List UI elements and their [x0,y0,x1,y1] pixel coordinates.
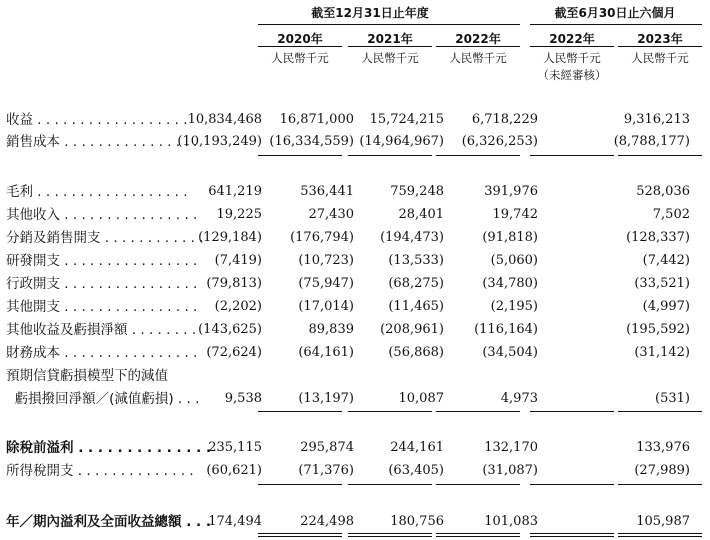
row-other-gains-losses [0,320,710,342]
row-value: 528,036 [636,184,690,199]
subtotal-rule-2 [348,155,432,156]
row-value: (116,164) [474,322,538,337]
header-rule-top-left [258,24,520,25]
row-value: 89,839 [308,322,354,337]
col-note-4: （未經審核） [537,68,607,82]
row-gross-profit [0,182,710,204]
total-double-rule-5 [618,533,702,537]
total-double-rule-4 [530,533,614,537]
row-value: (5,060) [490,253,538,268]
row-value: (2,202) [214,299,262,314]
row-value: 7,502 [652,207,690,222]
row-value: (6,326,253) [461,134,538,149]
row-value: 180,756 [390,514,444,529]
row-value: 10,834,468 [187,112,262,127]
total-double-rule-1 [258,533,342,537]
row-value: (2,195) [490,299,538,314]
col-year-1: 2020年 [277,32,323,46]
subtotal-rule-3 [436,484,520,485]
row-value: 9,316,213 [623,112,690,127]
col-year-5: 2023年 [637,32,683,46]
row-value: (63,405) [388,463,444,478]
row-value: (14,964,967) [359,134,444,149]
row-value: (7,419) [214,253,262,268]
row-value: 536,441 [300,184,354,199]
row-value: 235,115 [208,440,262,455]
subtotal-rule-5 [618,484,702,485]
row-value: (208,961) [380,322,444,337]
col-year-4: 2022年 [549,32,595,46]
row-value: 174,494 [208,514,262,529]
col-unit-2: 人民幣千元 [361,51,419,65]
subtotal-rule-5 [618,155,702,156]
row-label: 所得稅開支 . . . . . . . . . . . . . . [6,463,194,479]
row-value: (31,087) [482,463,538,478]
total-double-rule-3 [436,533,520,537]
row-value: (128,337) [626,230,690,245]
subtotal-rule-4 [530,155,614,156]
header-rule-top-right [530,24,702,25]
row-value: 132,170 [484,440,538,455]
row-value: (17,014) [298,299,354,314]
row-value: 4,973 [500,391,538,406]
row-label: 財務成本 . . . . . . . . . . . . . . . . [6,345,198,361]
col-rule-2 [348,46,432,47]
col-rule-5 [618,46,702,47]
row-label: 研發開支 . . . . . . . . . . . . . . . . [6,253,198,269]
row-profit-before-tax [0,438,710,460]
row-ecl-net [0,389,710,411]
row-value: (10,193,249) [177,134,262,149]
row-value: (34,780) [482,276,538,291]
row-label: 其他收入 . . . . . . . . . . . . . . . . [6,207,198,223]
row-value: 101,083 [484,514,538,529]
row-value: (7,442) [642,253,690,268]
row-value: (91,818) [482,230,538,245]
row-value: 28,401 [398,207,444,222]
row-value: (31,142) [634,345,690,360]
col-rule-1 [258,46,342,47]
row-label: 毛利 . . . . . . . . . . . . . . . . . . [6,184,188,200]
col-year-3: 2022年 [455,32,501,46]
row-value: (33,521) [634,276,690,291]
row-finance-costs [0,343,710,365]
row-revenue [0,110,710,132]
subtotal-rule-5 [618,411,702,412]
row-value: (531) [655,391,690,406]
row-value: 9,538 [224,391,262,406]
row-value: (68,275) [388,276,444,291]
col-unit-4: 人民幣千元 [543,51,601,65]
row-value: (13,533) [388,253,444,268]
row-value: 295,874 [300,440,354,455]
col-year-2: 2021年 [367,32,413,46]
subtotal-rule-2 [348,411,432,412]
col-unit-1: 人民幣千元 [271,51,329,65]
subtotal-rule-1 [258,484,342,485]
row-label: 收益 . . . . . . . . . . . . . . . . . . [6,112,188,128]
row-other-income [0,205,710,227]
row-label: 其他開支 . . . . . . . . . . . . . . . . [6,299,198,315]
row-value: (8,788,177) [613,134,690,149]
row-value: 27,430 [308,207,354,222]
row-value: 6,718,229 [471,112,538,127]
col-rule-3 [436,46,520,47]
col-rule-4 [530,46,614,47]
subtotal-rule-3 [436,411,520,412]
row-label: 年／期內溢利及全面收益總額 . . . [6,514,211,530]
row-value: 15,724,215 [369,112,444,127]
row-label: 預期信貸虧損模型下的減值 [6,368,168,384]
row-other-expenses [0,297,710,319]
header-year-group: 截至12月31日止年度 [311,6,429,20]
row-value: 391,976 [484,184,538,199]
row-label: 分銷及銷售開支 . . . . . . . . . . . . [6,230,204,246]
row-label: 除稅前溢利 . . . . . . . . . . . . . . [6,440,212,456]
row-value: (79,813) [206,276,262,291]
row-value: (13,197) [298,391,354,406]
row-cost-of-sales [0,132,710,154]
subtotal-rule-1 [258,411,342,412]
row-value: (75,947) [298,276,354,291]
row-value: (60,621) [206,463,262,478]
row-value: 16,871,000 [279,112,354,127]
subtotal-rule-2 [348,484,432,485]
row-value: (16,334,559) [269,134,354,149]
row-value: 224,498 [300,514,354,529]
col-unit-3: 人民幣千元 [449,51,507,65]
row-label: 虧損撥回淨額／(減值虧損) . . . [6,391,200,407]
header-half-group: 截至6月30日止六個月 [554,6,676,20]
row-rnd [0,251,710,273]
subtotal-rule-1 [258,155,342,156]
row-value: 759,248 [390,184,444,199]
row-label: 行政開支 . . . . . . . . . . . . . . . . [6,276,198,292]
row-label: 銷售成本 . . . . . . . . . . . . . . . . [6,134,198,150]
row-value: 19,225 [216,207,262,222]
row-value: (64,161) [298,345,354,360]
row-value: (143,625) [198,322,262,337]
row-income-tax [0,461,710,483]
row-value: (4,997) [642,299,690,314]
subtotal-rule-4 [530,484,614,485]
row-value: (129,184) [198,230,262,245]
row-total-comprehensive [0,512,710,534]
col-unit-5: 人民幣千元 [631,51,689,65]
row-value: (56,868) [388,345,444,360]
subtotal-rule-4 [530,411,614,412]
row-value: 10,087 [398,391,444,406]
row-value: (195,592) [626,322,690,337]
row-ecl-heading [0,366,710,388]
row-value: (72,624) [206,345,262,360]
row-value: 105,987 [636,514,690,529]
row-value: 244,161 [390,440,444,455]
row-value: (71,376) [298,463,354,478]
row-value: 133,976 [636,440,690,455]
subtotal-rule-3 [436,155,520,156]
row-label: 其他收益及虧損淨額 . . . . . . . . [6,322,197,338]
row-value: 641,219 [208,184,262,199]
row-value: (11,465) [388,299,444,314]
row-value: (34,504) [482,345,538,360]
row-distribution-selling [0,228,710,250]
row-value: (27,989) [634,463,690,478]
row-value: 19,742 [492,207,538,222]
row-value: (10,723) [298,253,354,268]
row-admin [0,274,710,296]
total-double-rule-2 [348,533,432,537]
row-value: (194,473) [380,230,444,245]
row-value: (176,794) [290,230,354,245]
